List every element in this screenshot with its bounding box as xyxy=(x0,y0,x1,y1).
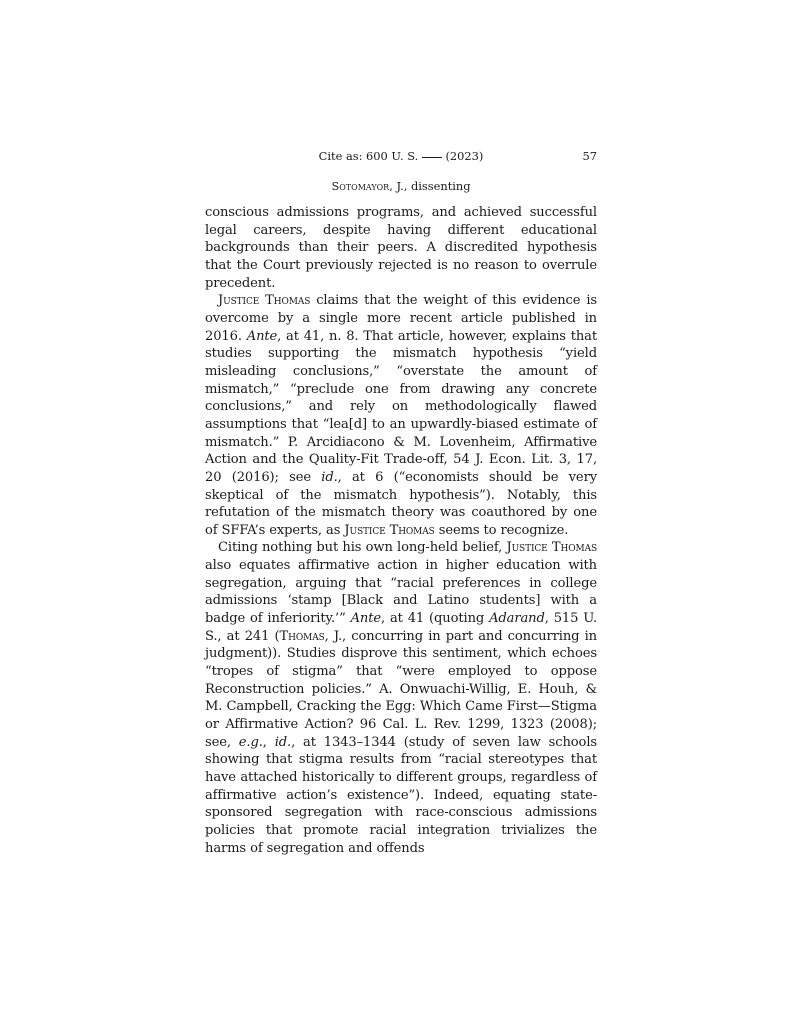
paragraph-2 xyxy=(205,292,597,539)
justice-ref: Thomas xyxy=(279,628,325,644)
opinion-body xyxy=(205,204,597,857)
case-ref: Ante xyxy=(350,611,381,627)
citation-line xyxy=(205,146,597,166)
text-run: , xyxy=(262,734,275,750)
paragraph-1: conscious admissions programs, and achieved successful legal careers, despite having different educational backgrounds than their peers. A discredited hypothesis that the Court previously rejected is no reason to overrule precedent. xyxy=(205,205,597,291)
volume-blank xyxy=(422,157,442,158)
running-header xyxy=(205,146,597,166)
text-run: , at 41 (quoting xyxy=(381,611,490,627)
paragraph-3 xyxy=(205,539,597,857)
page-number: 57 xyxy=(582,149,597,163)
text-run: , at 41, n. 8. That article, however, explains that studies supporting the mismatch hypothesis “yield misleading conclusions,” “overstate the amount of mismatch,” “preclude one from drawing any concrete conclusions,” and rely on methodologically flawed assumptions that “lea[d] to an upwardly-biased estimate of mismatch.” P. Arcidiacono & M. Lovenheim, Affirmative Action and the Quality-Fit Trade-off, 54 J. Econ. Lit. 3, 17, 20 (2016); see xyxy=(205,328,597,485)
justice-ref: Justice Thomas xyxy=(506,540,597,556)
justice-ref: Justice Thomas xyxy=(344,522,435,538)
citation-prefix: Cite as: 600 U. S. xyxy=(318,149,422,163)
text-run: claims that the weight of this evidence is overcome by a single more recent article published in 2016. xyxy=(205,293,597,344)
text-run: , 515 U. S., at 241 ( xyxy=(205,611,598,644)
citation-suffix: (2023) xyxy=(441,149,484,163)
case-ref: id. xyxy=(321,469,338,485)
text-run: , at 6 (“economists should be very skeptical of the mismatch hypothesis”). Notably, this refutation of the mismatch theory was coauthored by one of SFFA’s experts, as xyxy=(205,469,597,538)
case-ref: e.g. xyxy=(238,734,263,750)
opinion-type: , J., dissenting xyxy=(389,179,471,193)
text-run: Citing nothing but his own long-held belief, xyxy=(218,540,507,556)
case-ref: Ante xyxy=(246,328,278,344)
justice-name: Sotomayor xyxy=(331,179,390,193)
text-run: , at 1343–1344 (study of seven law schools showing that stigma results from “racial stereotypes that have attached historically to different groups, regardless of affirmative action’s existence”). Indeed, equating state-sponsored segregation with race-conscious admissions policies that promote racial integration trivializes the harms of segregation and offends xyxy=(205,734,597,856)
text-run: , J., concurring in part and concurring in judgment)). Studies disprove this sentiment, which echoes “tropes of stigma” that “were employed to oppose Reconstruction policies.” A. Onwuachi-Willig, E. Houh, & M. Campbell, Cracking the Egg: Which Came First—Stigma or Affirmative Action? 96 Cal. L. Rev. 1299, 1323 (2008); see, xyxy=(205,628,597,750)
case-ref: id. xyxy=(274,734,292,750)
author-line xyxy=(205,178,597,194)
text-run: seems to recognize. xyxy=(434,522,569,538)
case-ref: Adarand xyxy=(489,611,545,627)
justice-ref: Justice Thomas xyxy=(218,293,311,309)
text-run: also equates affirmative action in higher education with segregation, arguing that “racial preferences in college admissions ‘stamp [Black and Latino students] with a badge of inferiority.’” xyxy=(205,558,597,627)
